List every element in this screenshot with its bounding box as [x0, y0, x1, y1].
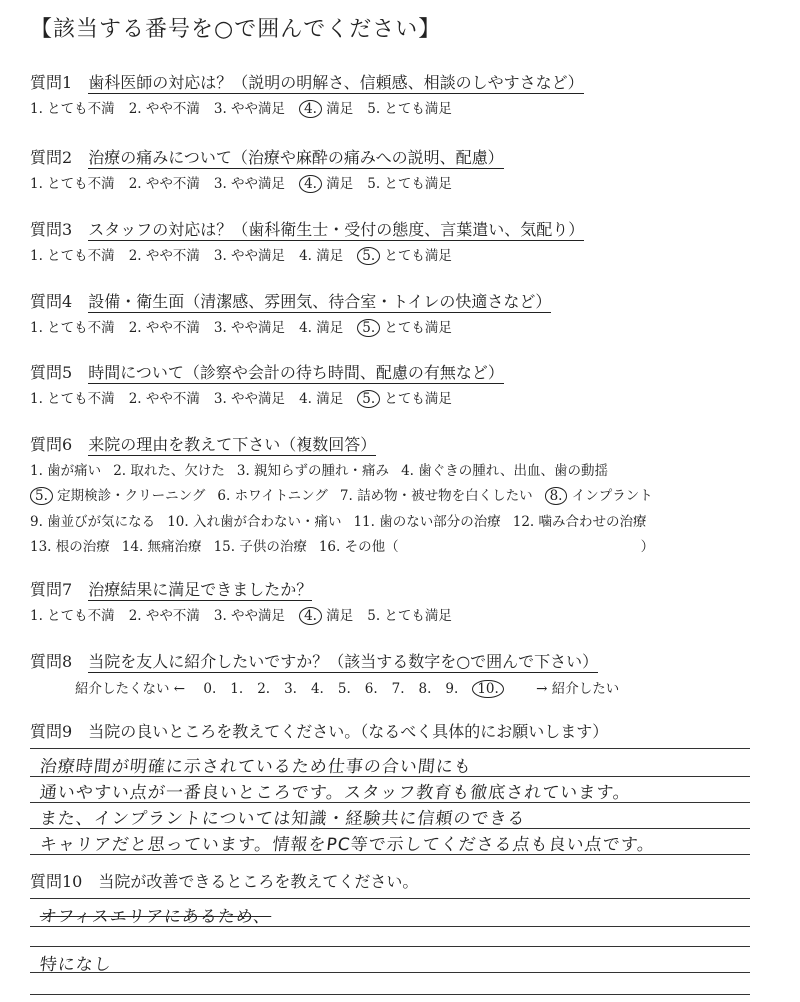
option-number: 1.: [30, 176, 43, 192]
reason-label: その他（: [340, 539, 399, 555]
rating-option: [214, 604, 285, 624]
rating-option: [214, 97, 285, 117]
option-label: とても満足: [380, 248, 452, 264]
rating-option: [30, 316, 115, 336]
answer-line: [30, 926, 750, 927]
selected-number: 5.: [357, 247, 380, 265]
rating-option: [299, 172, 353, 193]
selected-number: 4.: [299, 175, 322, 193]
rating-option: [129, 97, 200, 117]
scale-number: 7.: [391, 681, 405, 697]
question-4-title: 質問4 設備・衛生面（清潔感、雰囲気、待合室・トイレの快適さなど）: [30, 292, 552, 311]
q9-answer-line-2: 通いやすい点が一番良いところです。スタッフ教育も徹底されています。: [38, 783, 632, 803]
reason-label: 噛み合わせの治療: [534, 514, 647, 530]
rating-option: [129, 316, 200, 336]
q9-answer-line-1: 治療時間が明確に示されているため仕事の合い間にも: [38, 757, 473, 777]
option-label: やや不満: [141, 101, 200, 117]
option-number: 2.: [128, 391, 142, 407]
rating-option: [357, 387, 452, 408]
rating-option: [129, 387, 200, 407]
option-number: 1.: [30, 101, 43, 117]
question-6-row-3: [30, 510, 659, 530]
option-label: とても満足: [380, 101, 452, 117]
q10-answer-struck: オフィスエリアにあるため、: [38, 907, 273, 927]
question-6-row-2: [30, 484, 665, 505]
option-number: 4.: [401, 463, 414, 479]
option-number: 3.: [236, 463, 250, 479]
question-6-title: 質問6 来院の理由を教えて下さい（複数回答）: [30, 435, 377, 454]
option-label: やや満足: [226, 101, 286, 117]
scale-left-label: 紹介したくない ←: [75, 681, 186, 697]
option-label: とても満足: [380, 608, 452, 624]
option-number: 15.: [213, 539, 236, 555]
selected-number: 4.: [299, 100, 322, 118]
rating-option: [129, 172, 200, 192]
rating-option: [367, 97, 452, 117]
option-number: 1.: [30, 463, 43, 479]
question-7-title: 質問7 治療結果に満足できましたか？: [30, 580, 313, 599]
answer-line: [30, 898, 750, 899]
rating-option: [30, 387, 115, 407]
answer-line: [30, 994, 750, 995]
reason-option: [237, 459, 389, 479]
option-label: とても満足: [380, 176, 452, 192]
rating-option: [214, 316, 285, 336]
reason-option: [214, 535, 307, 555]
option-label: やや満足: [226, 320, 286, 336]
option-number: 3.: [213, 608, 227, 624]
option-label: やや不満: [141, 320, 200, 336]
reason-option: [353, 510, 500, 530]
question-5-options: [30, 387, 466, 408]
scale-number: 4.: [310, 681, 324, 697]
form-header: 【該当する番号を○で囲んでください】: [30, 17, 442, 42]
reason-label: 無痛治療: [143, 539, 202, 555]
reason-label: 子供の治療: [235, 539, 307, 555]
reason-label: 取れた、欠けた: [126, 463, 225, 479]
reason-option: [30, 459, 101, 479]
reason-label: ）: [640, 539, 655, 555]
option-label: 満足: [321, 608, 354, 624]
rating-option: [30, 172, 115, 192]
question-1-options: [30, 97, 466, 118]
selected-number: 4.: [299, 607, 322, 625]
rating-option: [299, 97, 353, 118]
option-number: 1.: [30, 320, 43, 336]
scale-number: 2.: [257, 681, 271, 697]
option-number: 3.: [213, 320, 227, 336]
rating-option: [30, 604, 115, 624]
option-number: 2.: [113, 463, 127, 479]
rating-option: [299, 316, 343, 336]
scale-number: 5.: [337, 681, 351, 697]
option-label: とても不満: [42, 320, 115, 336]
option-number: 3.: [213, 101, 227, 117]
scale-right-label: → 紹介したい: [536, 681, 620, 697]
option-number: 11.: [353, 514, 375, 530]
option-number: 1.: [30, 608, 43, 624]
option-number: 5.: [367, 608, 381, 624]
answer-line: [30, 748, 750, 749]
question-2-title: 質問2 治療の痛みについて（治療や麻酔の痛みへの説明、配慮）: [30, 148, 504, 167]
option-label: 満足: [321, 176, 354, 192]
selected-number: 5.: [357, 390, 380, 408]
option-label: とても満足: [380, 391, 452, 407]
option-label: とても満足: [380, 320, 452, 336]
option-label: 満足: [321, 101, 354, 117]
scale-numbers: [203, 681, 517, 697]
option-number: 7.: [339, 488, 353, 504]
reason-option: [641, 535, 655, 555]
reason-option: [401, 459, 608, 479]
reason-label: 歯ぐきの腫れ、出血、歯の動揺: [413, 463, 609, 479]
reason-option: [30, 510, 155, 530]
option-number: 1.: [30, 248, 43, 264]
option-label: やや不満: [141, 248, 200, 264]
rating-option: [214, 172, 285, 192]
option-number: 14.: [121, 539, 144, 555]
question-6-row-4: [30, 535, 666, 555]
question-10-title: 質問10 当院が改善できるところを教えてください。: [30, 872, 419, 891]
rating-option: [299, 244, 343, 264]
option-number: 2.: [128, 608, 142, 624]
option-label: とても不満: [42, 391, 115, 407]
option-number: 2.: [128, 176, 142, 192]
answer-line: [30, 802, 750, 803]
reason-option: [513, 510, 647, 530]
question-4-options: [30, 316, 466, 337]
rating-option: [30, 97, 115, 117]
reason-option: [545, 484, 653, 505]
option-number: 5.: [367, 101, 381, 117]
reason-option: [30, 484, 205, 505]
option-number: 3.: [213, 248, 227, 264]
option-number: 13.: [30, 539, 52, 555]
scale-number: 8.: [418, 681, 432, 697]
reason-label: 歯が痛い: [42, 463, 102, 479]
reason-label: 入れ歯が合わない・痛い: [188, 514, 342, 530]
option-number: 5.: [367, 176, 381, 192]
reason-label: 歯のない部分の治療: [374, 514, 501, 530]
reason-label: インプラント: [567, 488, 653, 504]
rating-option: [214, 244, 285, 264]
answer-line: [30, 946, 750, 947]
scale-number: 6.: [364, 681, 378, 697]
reason-option: [30, 535, 110, 555]
scale-number: 9.: [445, 681, 459, 697]
scale-number: 1.: [230, 681, 244, 697]
option-number: 2.: [128, 248, 142, 264]
option-label: とても不満: [42, 608, 115, 624]
answer-line: [30, 776, 750, 777]
option-label: やや満足: [226, 248, 286, 264]
option-number: 10.: [167, 514, 189, 530]
answer-line: [30, 828, 750, 829]
option-label: 満足: [311, 248, 344, 264]
selected-number: 5.: [30, 487, 53, 505]
reason-label: 詰め物・被せ物を白くしたい: [352, 488, 533, 504]
reason-option: [340, 484, 533, 504]
option-label: 満足: [311, 320, 344, 336]
option-label: やや不満: [141, 176, 200, 192]
scale-number: 0.: [203, 681, 217, 697]
selected-number: 10.: [472, 680, 503, 698]
reason-option: [167, 510, 341, 530]
reason-option: [319, 535, 399, 555]
q10-answer: 特になし: [38, 955, 113, 975]
option-label: とても不満: [42, 101, 115, 117]
option-number: 4.: [299, 320, 312, 336]
reason-option: [113, 459, 225, 479]
question-3-options: [30, 244, 466, 265]
selected-number: 5.: [357, 319, 380, 337]
rating-option: [30, 244, 115, 264]
option-number: 4.: [299, 391, 312, 407]
question-3-title: 質問3 スタッフの対応は？（歯科衛生士・受付の態度、言葉遣い、気配り）: [30, 220, 585, 239]
option-number: 1.: [30, 391, 43, 407]
rating-option: [357, 244, 452, 265]
question-2-options: [30, 172, 466, 193]
rating-option: [367, 604, 452, 624]
option-label: やや満足: [226, 608, 286, 624]
option-number: 12.: [512, 514, 535, 530]
option-label: やや不満: [141, 391, 200, 407]
question-8-title: 質問8 当院を友人に紹介したいですか？（該当する数字を○で囲んで下さい）: [30, 652, 599, 671]
reason-label: 定期検診・クリーニング: [52, 488, 206, 504]
reason-label: 歯並びが気になる: [42, 514, 156, 530]
rating-option: [129, 244, 200, 264]
option-number: 2.: [128, 101, 142, 117]
answer-line: [30, 854, 750, 855]
q9-answer-line-3: また、インプラントについては知識・経験共に信頼のできる: [38, 809, 527, 829]
option-number: 2.: [128, 320, 142, 336]
option-number: 3.: [213, 176, 227, 192]
selected-number: 8.: [545, 487, 568, 505]
q9-answer-line-4: キャリアだと思っています。情報をPC等で示してくださる点も良い点です。: [38, 835, 657, 855]
option-number: 6.: [217, 488, 231, 504]
option-number: 9.: [30, 514, 43, 530]
rating-option: [214, 387, 285, 407]
option-label: やや不満: [141, 608, 200, 624]
reason-option: [122, 535, 202, 555]
reason-option: [217, 484, 327, 504]
rating-option: [129, 604, 200, 624]
option-label: とても不満: [42, 176, 115, 192]
option-number: 3.: [213, 391, 227, 407]
answer-line: [30, 972, 750, 973]
rating-option: [299, 604, 353, 625]
reason-label: 根の治療: [51, 539, 110, 555]
rating-option: [357, 316, 452, 337]
rating-option: [299, 387, 343, 407]
reason-label: ホワイトニング: [230, 488, 328, 504]
option-label: とても不満: [42, 248, 115, 264]
question-5-title: 質問5 時間について（診察や会計の待ち時間、配慮の有無など）: [30, 363, 504, 382]
question-6-row-1: [30, 459, 620, 479]
reason-label: 親知らずの腫れ・痛み: [249, 463, 390, 479]
option-label: やや満足: [226, 391, 286, 407]
option-label: やや満足: [226, 176, 286, 192]
option-label: 満足: [311, 391, 344, 407]
question-9-title: 質問9 当院の良いところを教えてください。（なるべく具体的にお願いします）: [30, 722, 609, 741]
question-7-options: [30, 604, 466, 625]
option-number: 16.: [318, 539, 341, 555]
rating-option: [367, 172, 452, 192]
question-8-scale: [75, 677, 633, 698]
option-number: 4.: [299, 248, 312, 264]
scale-number: 3.: [284, 681, 297, 697]
question-1-title: 質問1 歯科医師の対応は？（説明の明解さ、信頼感、相談のしやすさなど）: [30, 73, 584, 92]
